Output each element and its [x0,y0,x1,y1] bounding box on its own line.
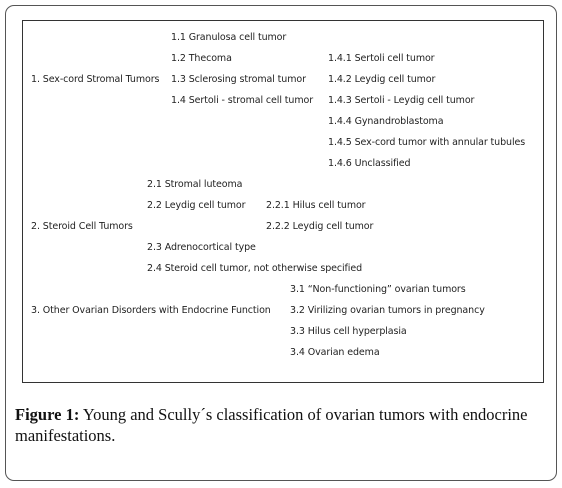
item-1-1: 1.1 Granulosa cell tumor [171,32,287,43]
item-3-4: 3.4 Ovarian edema [290,347,380,358]
item-2-2: 2.2 Leydig cell tumor [147,200,246,211]
item-1-2: 1.2 Thecoma [171,53,232,64]
item-3-1: 3.1 “Non-functioning” ovarian tumors [290,284,466,295]
item-1-4-2: 1.4.2 Leydig cell tumor [328,74,436,85]
category-2: 2. Steroid Cell Tumors [31,221,133,232]
item-1-4-6: 1.4.6 Unclassified [328,158,411,169]
item-1-3: 1.3 Sclerosing stromal tumor [171,74,306,85]
category-3: 3. Other Ovarian Disorders with Endocrine Function [31,305,271,316]
item-1-4-4: 1.4.4 Gynandroblastoma [328,116,444,127]
item-2-2-1: 2.2.1 Hilus cell tumor [266,200,366,211]
item-2-1: 2.1 Stromal luteoma [147,179,243,190]
item-2-3: 2.3 Adrenocortical type [147,242,256,253]
caption-label: Figure 1: [15,405,80,424]
item-2-4: 2.4 Steroid cell tumor, not otherwise specified [147,263,363,274]
figure-caption [15,404,551,446]
item-1-4-5: 1.4.5 Sex-cord tumor with annular tubules [328,137,526,148]
caption-text: Young and Scully´s classification of ovarian tumors with endocrine manifestations. [15,405,528,445]
category-1: 1. Sex-cord Stromal Tumors [31,74,160,85]
item-1-4-3: 1.4.3 Sertoli - Leydig cell tumor [328,95,475,106]
item-1-4-1: 1.4.1 Sertoli cell tumor [328,53,435,64]
item-3-3: 3.3 Hilus cell hyperplasia [290,326,407,337]
item-1-4: 1.4 Sertoli - stromal cell tumor [171,95,313,106]
item-2-2-2: 2.2.2 Leydig cell tumor [266,221,374,232]
item-3-2: 3.2 Virilizing ovarian tumors in pregnancy [290,305,485,316]
